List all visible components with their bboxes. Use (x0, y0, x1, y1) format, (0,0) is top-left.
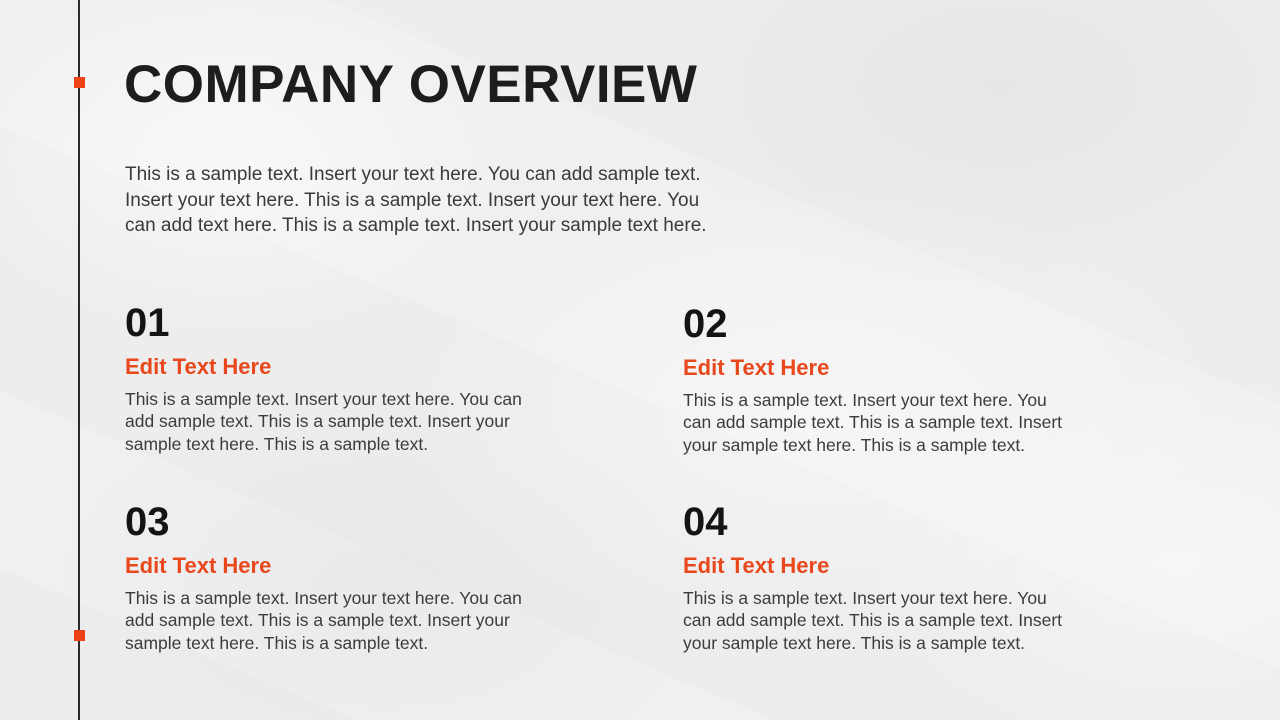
section-body-line: can add sample text. This is a sample text. Insert (683, 412, 1063, 433)
section-body-line: This is a sample text. Insert your text here. You (683, 390, 1047, 410)
slide-title[interactable]: COMPANY OVERVIEW (124, 55, 698, 114)
section-01 (125, 303, 625, 455)
intro-line: This is a sample text. Insert your text here. You can add sample text. (125, 164, 701, 185)
section-body-line: can add sample text. This is a sample text. Insert (683, 610, 1063, 631)
section-04 (683, 502, 1183, 654)
section-body-line: This is a sample text. Insert your text here. You can (125, 389, 522, 409)
section-body-line: add sample text. This is a sample text. Insert your (125, 610, 510, 631)
section-body-line: sample text here. This is a sample text. (125, 632, 429, 653)
section-number[interactable]: 01 (125, 301, 170, 345)
section-body-line: your sample text here. This is a sample text. (683, 434, 1026, 455)
intro-paragraph[interactable] (125, 162, 707, 239)
section-body[interactable] (125, 388, 625, 455)
section-body-line: sample text here. This is a sample text. (125, 433, 429, 454)
section-number[interactable]: 02 (683, 302, 728, 346)
section-body-line: your sample text here. This is a sample text. (683, 632, 1026, 653)
section-heading-placeholder[interactable]: Edit Text Here (683, 355, 830, 380)
section-body[interactable] (125, 587, 625, 654)
accent-square-icon (74, 77, 85, 88)
section-body-line: add sample text. This is a sample text. Insert your (125, 411, 510, 432)
section-body-line: This is a sample text. Insert your text here. You can (125, 588, 522, 608)
section-02 (683, 304, 1183, 456)
intro-line: Insert your text here. This is a sample text. Insert your text here. You (125, 189, 700, 211)
section-number[interactable]: 04 (683, 500, 728, 544)
section-body[interactable] (683, 587, 1183, 654)
section-heading-placeholder[interactable]: Edit Text Here (125, 354, 272, 379)
accent-square-icon (74, 630, 85, 641)
intro-line: can add text here. This is a sample text. Insert your sample text here. (125, 215, 707, 237)
section-heading-placeholder[interactable]: Edit Text Here (125, 553, 272, 578)
section-heading-placeholder[interactable]: Edit Text Here (683, 553, 830, 578)
section-03 (125, 502, 625, 654)
vertical-accent-line (78, 0, 80, 720)
section-number[interactable]: 03 (125, 500, 170, 544)
section-body-line: This is a sample text. Insert your text here. You (683, 588, 1047, 608)
section-body[interactable] (683, 389, 1183, 456)
